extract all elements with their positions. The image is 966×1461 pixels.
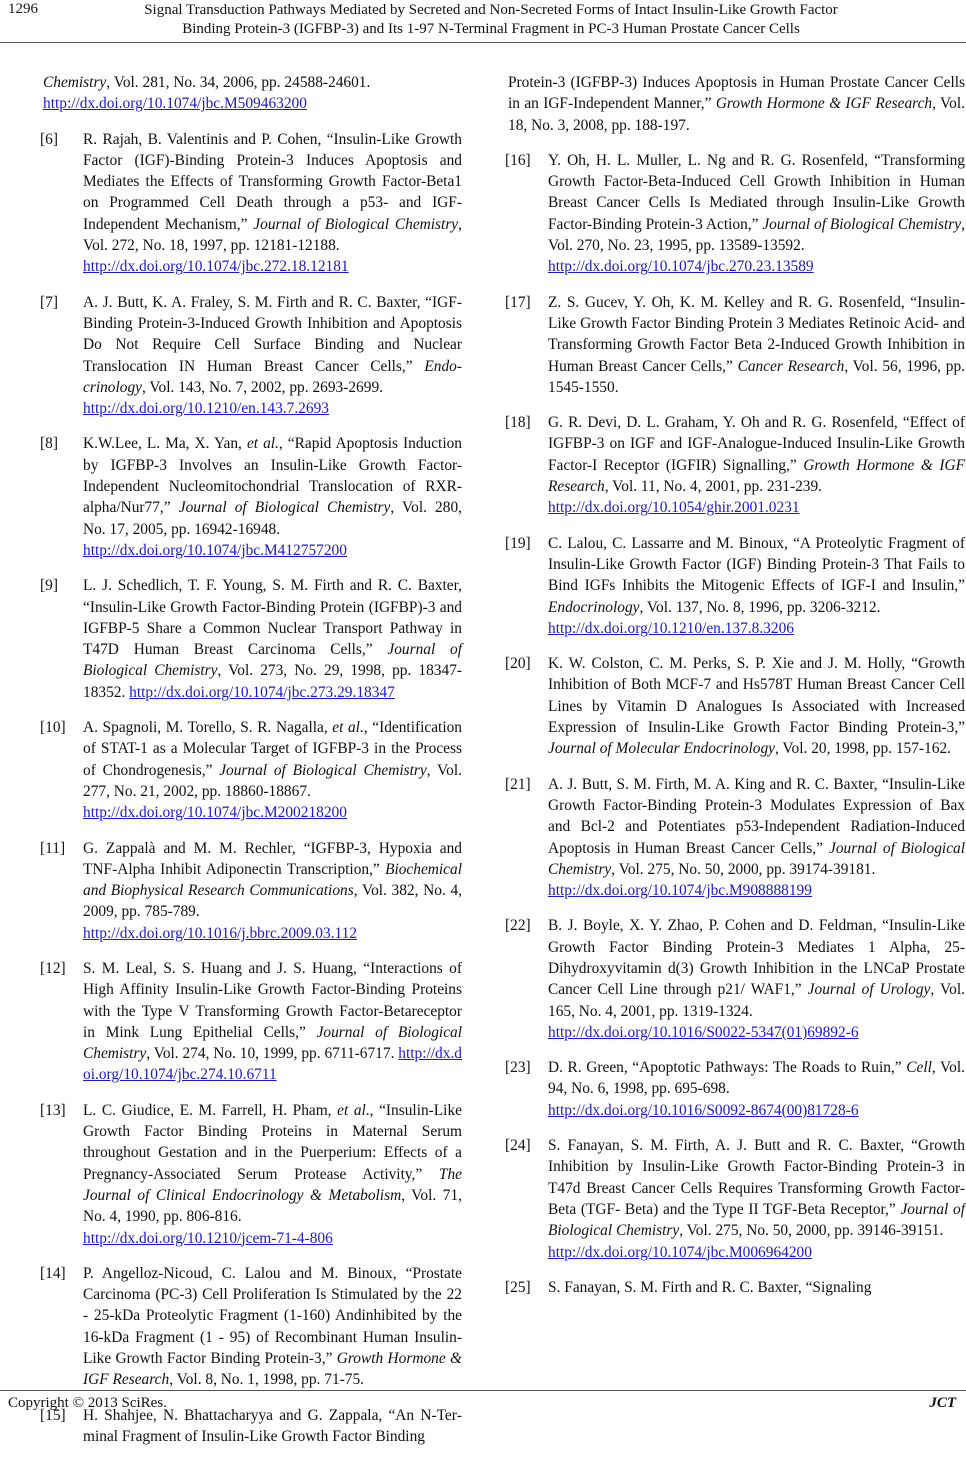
reference-number: [20] (505, 655, 531, 673)
reference-number: [22] (505, 917, 531, 935)
reference-source-title: Endocrinology (83, 357, 462, 396)
reference-source-title: Growth Hormone & IGF Research (83, 1350, 462, 1389)
reference-text-segment: P. Angelloz-Nicoud, C. Lalou and M. Binoux, “Prostate Carcinoma (PC-3) Cell Proliferation Is Stimulated by the 22 - 25-kDa Proteolytic Fragment (1-160) Andinhibited by the 16-kDa Fragment (1 - 95) of Recombinant Human Insulin-Like Growth Factor Binding Protein-3,” (83, 1264, 462, 1368)
reference-entry (40, 575, 462, 703)
doi-link[interactable]: http://dx.doi.org/10.1016/j.bbrc.2009.03.112 (83, 924, 358, 942)
reference-text-segment: G. Zappalà and M. M. Rechler, “IGFBP-3, Hypoxia and TNF-Alpha Inhibit Adiponectin Transcription,” (83, 839, 462, 878)
reference-number: [15] (40, 1406, 66, 1424)
reference-text-segment: C. Lalou, C. Lassarre and M. Binoux, “A Proteolytic Fragment of Insulin-Like Growth Factor (IGF) Binding Protein-3 That Fails to Bind IGFs Inhibits the Mitogenic Effects of IGF-I and Insulin,” (548, 534, 965, 595)
reference-text-segment: ., “Insulin-Like Growth Factor Binding Proteins in Maternal Serum throughout Gestation and in the Puerperium: Effects of a Pregnancy-Associated Serum Protease Activity,” (83, 1101, 462, 1183)
doi-link[interactable]: http://dx.doi.org/10.1074/jbc.273.29.18347 (129, 683, 395, 701)
reference-entry (505, 653, 965, 759)
reference-text-segment: , “Rapid Apoptosis Induction by IGFBP-3 Involves an Insulin-Like Growth Factor-Independent Nucleomitochondrial Translocation of RXR-alpha/Nur77,” (83, 435, 463, 517)
reference-number: [6] (40, 130, 58, 148)
reference-text-segment: , Vol. 137, No. 8, 1996, pp. 3206-3212. (639, 598, 881, 616)
reference-text-segment: H. Shahjee, N. Bhattacharyya and G. Zappala, “An N-Terminal Fragment of Insulin-Like Growth Factor Binding (83, 1406, 462, 1445)
reference-text-segment: K. W. Colston, C. M. Perks, S. P. Xie and J. M. Holly, “Growth Inhibition of Both MCF-7 and Hs578T Human Breast Cancer Cell Lines by Vitamin D Analogues Is Associated with Increased Expression of Insulin-Like Growth Factor Binding Protein-3,” (548, 655, 965, 737)
reference-source-title: et al. (246, 435, 279, 453)
reference-entry (505, 150, 965, 278)
reference-text-segment: , Vol. 8, No. 1, 1998, pp. 71-75. (169, 1371, 365, 1389)
reference-text-segment: , Vol. 143, No. 7, 2002, pp. 2693-2699. (142, 378, 383, 396)
reference-source-title: Journal of Urology (807, 981, 931, 999)
reference-text-segment: S. Fanayan, S. M. Firth, A. J. Butt and R. C. Baxter, “Growth Inhibition by Insulin-Like Growth Factor-Binding Protein-3 in T47d Breast Cancer Cells Requires Transforming Growth Factor-Beta (TGF- Beta) and the Type II TGF-Beta Receptor,” (548, 1137, 965, 1218)
reference-source-title: Journal of Biological Chemistry (83, 1023, 462, 1063)
reference-text-segment: S. M. Leal, S. S. Huang and J. S. Huang, “Interactions of High Affinity Insulin-Like Growth Factor-Binding Proteins with the Type V Transforming Growth Factor-Betareceptor in Mink Lung Epithelial Cells,” (83, 959, 462, 1041)
reference-text (83, 717, 462, 802)
reference-text-segment: , Vol. 272, No. 18, 1997, pp. 12181-12188. (83, 215, 463, 255)
reference-entry (505, 1057, 965, 1121)
reference-entry (505, 774, 965, 902)
doi-link[interactable]: http://dx.doi.org/10.1210/jcem-71-4-806 (83, 1229, 333, 1247)
reference-entry (40, 72, 462, 115)
reference-entry (505, 915, 965, 1043)
page-footer (0, 1390, 966, 1414)
journal-abbreviation: JCT (929, 1395, 956, 1411)
reference-text (548, 533, 965, 618)
reference-text-segment: K.W.Lee, L. Ma, X. Yan, (83, 435, 247, 453)
footer-rule (0, 1390, 966, 1391)
reference-entry (40, 1263, 462, 1391)
reference-source-title: Cancer Research (737, 357, 845, 375)
reference-text-segment: , Vol. 280, No. 17, 2005, pp. 16942-16948. (83, 499, 462, 538)
reference-text-segment: , Vol. 281, No. 34, 2006, pp. 24588-24601. (106, 74, 371, 91)
reference-number: [14] (40, 1264, 66, 1282)
reference-text-segment: , Vol. 273, No. 29, 1998, pp. 18347-18352. (83, 662, 463, 701)
doi-link[interactable]: http://dx.doi.org/10.1074/jbc.M412757200 (83, 541, 347, 559)
reference-text (548, 915, 965, 1021)
reference-source-title: Journal of Biological Chemistry (762, 215, 962, 233)
reference-number: [7] (40, 293, 58, 311)
reference-text-segment: , Vol. 18, No. 3, 2008, pp. 188-197. (508, 95, 965, 134)
reference-source-title: Journal of Biological Chemistry (548, 839, 965, 878)
reference-entry (505, 1135, 965, 1263)
reference-source-title: Journal of Biological Chemistry (178, 499, 391, 517)
reference-number: [25] (505, 1278, 531, 1296)
reference-text-segment: S. Fanayan, S. M. Firth and R. C. Baxter, “Signaling (548, 1278, 872, 1296)
reference-source-title: Journal of Molecular Endocrinology (548, 740, 775, 758)
reference-text-segment: Y. Oh, H. L. Muller, L. Ng and R. G. Rosenfeld, “Transforming Growth Factor-Beta-Induced Cell Growth Inhibition in Human Breast Cancer Cells Is Mediated through Insulin-Like Growth Factor-Binding Protein-3 Action,” (548, 151, 965, 233)
reference-text (83, 433, 462, 539)
reference-source-title: Endocrinology (548, 598, 640, 616)
doi-link[interactable]: http://dx.doi.org/10.1074/jbc.274.10.6711 (83, 1045, 462, 1084)
reference-number: [18] (505, 414, 531, 432)
reference-text-segment: , Vol. 270, No. 23, 1995, pp. 13589-13592. (548, 215, 965, 255)
doi-link[interactable]: http://dx.doi.org/10.1210/en.137.8.3206 (548, 619, 794, 637)
doi-link[interactable]: http://dx.doi.org/10.1074/jbc.270.23.13589 (548, 258, 814, 276)
references-right-column (505, 72, 965, 1312)
reference-text-segment: L. J. Schedlich, T. F. Young, S. M. Firth and R. C. Baxter, “Insulin-Like Growth Factor-Binding Protein (IGFBP)-3 and IGFBP-5 Share a Common Nuclear Transport Pathway in T47D Human Breast Carcinoma Cells,” (83, 577, 462, 659)
reference-text-segment: , Vol. 165, No. 4, 2001, pp. 1319-1324. (548, 981, 965, 1020)
reference-text (83, 958, 462, 1086)
reference-text-segment: A. J. Butt, S. M. Firth, M. A. King and R. C. Baxter, “Insulin-Like Growth Factor-Binding Protein-3 Modulates Expression of Bax and Bcl-2 and Potentiates p53-Independent Radiation-Induced Apoptosis in Human Breast Cancer Cells,” (548, 775, 965, 857)
reference-text-segment: G. R. Devi, D. L. Graham, Y. Oh and R. G. Rosenfeld, “Effect of IGFBP-3 on IGF and IGF-Analogue-Induced Insulin-Like Growth Factor-I Receptor (IGFIR) Signalling,” (548, 414, 965, 474)
reference-text (548, 774, 965, 880)
reference-text-segment: , “Identification of STAT-1 as a Molecular Target of IGFBP-3 in the Process of Chondrogenesis,” (83, 719, 462, 779)
reference-number: [10] (40, 719, 66, 737)
reference-text (83, 292, 462, 398)
reference-number: [24] (505, 1137, 531, 1155)
reference-text-segment: , Vol. 94, No. 6, 1998, pp. 695-698. (548, 1059, 966, 1098)
reference-source-title: Journal of Biological Chemistry (253, 215, 459, 233)
reference-text-segment: , Vol. 56, 1996, pp. 1545-1550. (548, 357, 965, 396)
header-rule (0, 42, 966, 43)
reference-text (83, 1100, 462, 1228)
doi-link[interactable]: http://dx.doi.org/10.1074/jbc.M006964200 (548, 1243, 812, 1261)
reference-number: [21] (505, 775, 531, 793)
doi-link[interactable]: http://dx.doi.org/10.1074/jbc.M200218200 (83, 804, 347, 822)
reference-text-segment: , Vol. 11, No. 4, 2001, pp. 231-239. (604, 478, 823, 496)
reference-source-title: et al (337, 1101, 366, 1119)
reference-text (548, 1135, 965, 1241)
reference-text (548, 653, 965, 759)
reference-text-segment: , Vol. 20, 1998, pp. 157-162. (774, 740, 951, 758)
reference-entry (505, 292, 965, 398)
reference-text-segment: D. R. Green, “Apoptotic Pathways: The Roads to Ruin,” (548, 1059, 907, 1077)
reference-entry (40, 433, 462, 561)
reference-text-segment: L. C. Giudice, E. M. Farrell, H. Pham, (83, 1101, 338, 1119)
reference-text-segment: , Vol. 275, No. 50, 2000, pp. 39174-39181. (611, 860, 876, 878)
reference-entry (505, 412, 965, 518)
reference-number: [13] (40, 1101, 66, 1119)
reference-number: [11] (40, 839, 66, 857)
reference-entry (40, 958, 462, 1086)
reference-text-segment: R. Rajah, B. Valentinis and P. Cohen, “Insulin-Like Growth Factor (IGF)-Binding Protein-3 Induces Apoptosis and Mediates the Effects of Transforming Growth Factor-Beta1 on Programmed Cell Death through a p53- and IGF-Independent Mechanism,” (83, 130, 462, 233)
doi-link[interactable]: http://dx.doi.org/10.1016/S0022-5347(01)69892-6 (548, 1023, 859, 1041)
doi-link[interactable]: http://dx.doi.org/10.1074/jbc.M908888199 (548, 882, 812, 900)
reference-text-segment: , Vol. 274, No. 10, 1999, pp. 6711-6717. (146, 1045, 399, 1063)
page-header (0, 0, 966, 48)
running-title-line-2: Binding Protein-3 (IGFBP-3) and Its 1-97 N-Terminal Fragment in PC-3 Human Prostate Cancer Cells (182, 21, 800, 37)
reference-text-segment: Z. S. Gucev, Y. Oh, K. M. Kelley and R. G. Rosenfeld, “Insulin-Like Growth Factor Binding Protein 3 Mediates Retinoic Acid- and Transforming Growth Factor Beta 2-Induced Growth Inhibition in Human Breast Cancer Cells,” (548, 293, 965, 375)
reference-source-title: et al. (332, 719, 364, 737)
reference-entry (505, 533, 965, 639)
reference-entry (40, 717, 462, 823)
reference-number: [16] (505, 151, 531, 169)
reference-text (83, 575, 462, 703)
reference-number: [9] (40, 577, 58, 595)
reference-text-segment: A. Spagnoli, M. Torello, S. R. Nagalla, (83, 719, 333, 737)
running-title-line-1: Signal Transduction Pathways Mediated by Secreted and Non-Secreted Forms of Intact Insulin-Like Growth Factor (144, 2, 838, 18)
reference-text (83, 129, 462, 257)
reference-source-title: Journal of Biological Chemistry (83, 641, 463, 680)
reference-source-title: Journal of Biological Chemistry (219, 761, 427, 779)
reference-text (508, 72, 965, 136)
doi-link[interactable]: http://dx.doi.org/10.1016/S0092-8674(00)81728-6 (548, 1101, 859, 1119)
doi-link[interactable]: http://dx.doi.org/10.1074/jbc.272.18.12181 (83, 258, 349, 276)
references-left-column (40, 72, 462, 1461)
reference-text (83, 1263, 462, 1391)
reference-text (548, 1277, 965, 1298)
reference-text-segment: , Vol. 71, No. 4, 1990, pp. 806-816. (83, 1186, 462, 1226)
reference-entry (40, 129, 462, 278)
doi-link[interactable]: http://dx.doi.org/10.1054/ghir.2001.0231 (548, 499, 800, 517)
doi-link[interactable]: http://dx.doi.org/10.1210/en.143.7.2693 (83, 400, 329, 418)
reference-text-segment: , Vol. 275, No. 50, 2000, pp. 39146-39151. (679, 1222, 944, 1240)
running-title (56, 1, 926, 39)
reference-text (43, 72, 462, 93)
reference-text (548, 150, 965, 256)
reference-source-title: Growth Hormone & IGF Research (548, 456, 965, 496)
reference-text (548, 292, 965, 398)
reference-text-segment: B. J. Boyle, X. Y. Zhao, P. Cohen and D. Feldman, “Insulin-Like Growth Factor Binding Protein-3 Mediates 1 Alpha, 25-Dihydroxyvitamin d(3) Growth Inhibition in the LNCaP Prostate Cancer Cell Line through p21/ WAF1,” (548, 917, 965, 999)
reference-entry (40, 292, 462, 420)
reference-text-segment: , Vol. 382, No. 4, 2009, pp. 785-789. (83, 882, 462, 921)
reference-text-segment: A. J. Butt, K. A. Fraley, S. M. Firth and R. C. Baxter, “IGF-Binding Protein-3-Induced Growth Inhibition and Apoptosis Do Not Require Cell Surface Binding and Nuclear Translocation IN Human Breast Cancer Cells,” (83, 293, 462, 375)
doi-link[interactable]: http://dx.doi.org/10.1074/jbc.M509463200 (43, 95, 307, 113)
reference-source-title: The Journal of Clinical Endocrinology & Metabolism (83, 1165, 462, 1204)
reference-entry (505, 1277, 965, 1298)
reference-number: [8] (40, 435, 58, 453)
reference-text (548, 1057, 965, 1100)
copyright-notice: Copyright © 2013 SciRes. (8, 1395, 167, 1411)
reference-number: [23] (505, 1059, 531, 1077)
reference-text (548, 412, 965, 497)
reference-source-title: Cell (906, 1059, 932, 1077)
reference-source-title: Biochemical and Biophysical Research Communications (83, 860, 462, 900)
reference-source-title: Chemistry (43, 74, 107, 91)
reference-entry (40, 838, 462, 944)
reference-number: [17] (505, 293, 531, 311)
reference-entry (40, 1100, 462, 1249)
reference-source-title: Growth Hormone & IGF Research (715, 95, 933, 113)
reference-text (83, 838, 462, 923)
reference-number: [12] (40, 959, 66, 977)
page-number: 1296 (8, 1, 38, 17)
reference-text-segment: , Vol. 277, No. 21, 2002, pp. 18860-18867. (83, 761, 462, 800)
reference-entry (505, 72, 965, 136)
reference-text-segment: Protein-3 (IGFBP-3) Induces Apoptosis in Human Prostate Cancer Cells in an IGF-Independent Manner,” (508, 74, 965, 113)
reference-source-title: Journal of Biological Chemistry (548, 1200, 965, 1240)
reference-number: [19] (505, 534, 531, 552)
